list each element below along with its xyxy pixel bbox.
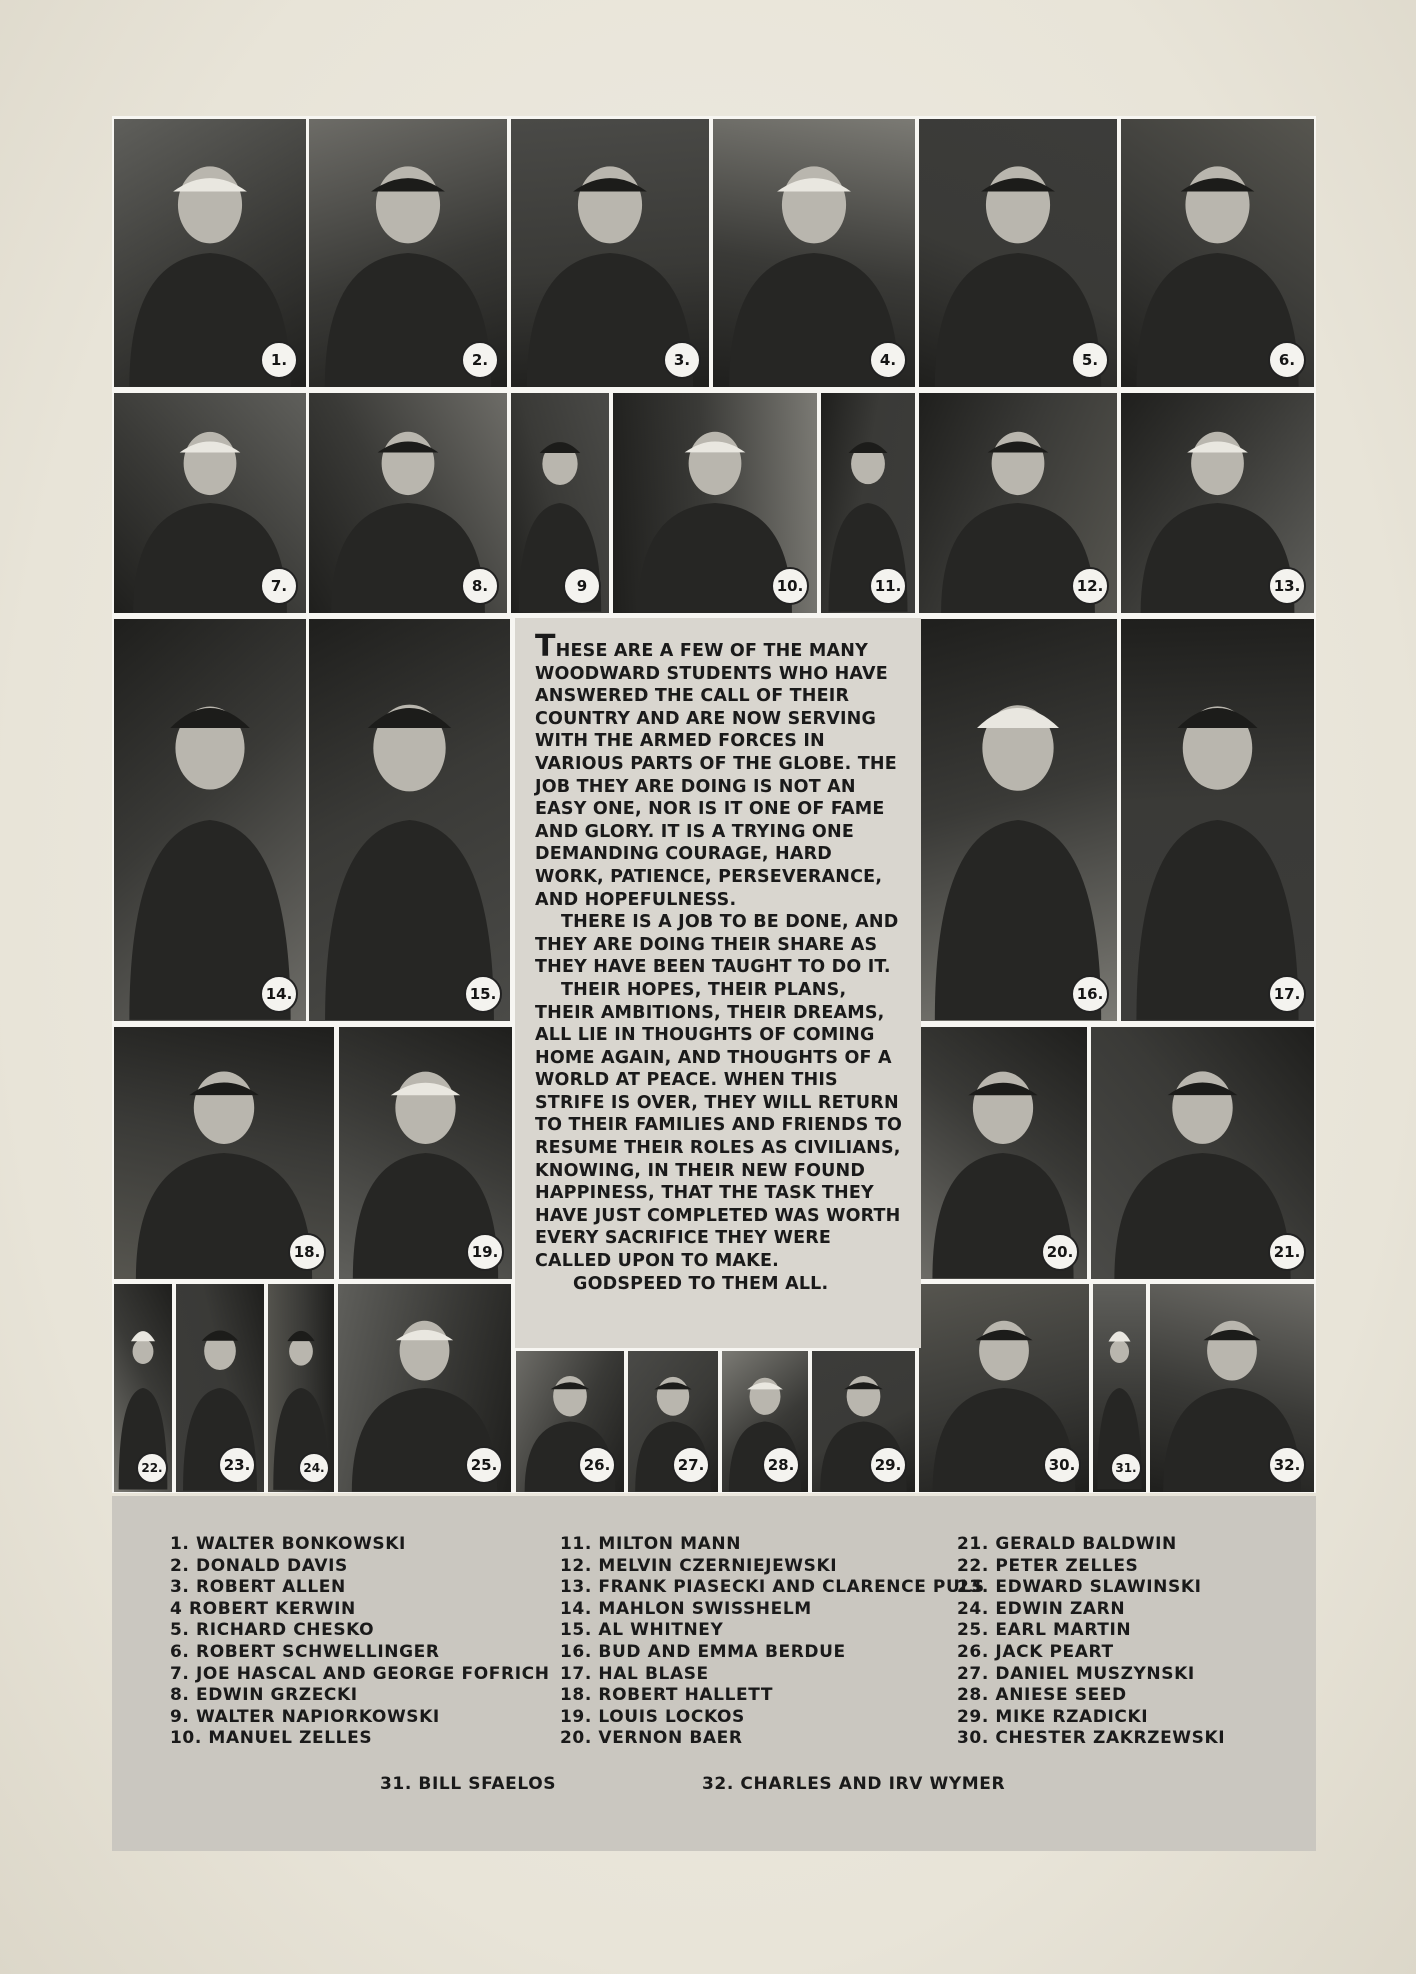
drop-cap: T bbox=[535, 629, 556, 664]
photo-31 bbox=[1092, 1283, 1147, 1493]
figure-silhouette bbox=[1121, 619, 1314, 1021]
photo-23 bbox=[175, 1283, 265, 1493]
photo-number-badge: 4. bbox=[869, 341, 907, 379]
photo-21 bbox=[1090, 1026, 1315, 1280]
legend-entry: 24. EDWIN ZARN bbox=[957, 1598, 1126, 1619]
photo-5 bbox=[918, 118, 1118, 388]
legend-entry: 26. JACK PEART bbox=[957, 1641, 1114, 1662]
names-legend bbox=[112, 1496, 1316, 1851]
legend-entry: 1. WALTER BONKOWSKI bbox=[170, 1534, 406, 1554]
legend-entry: 3. ROBERT ALLEN bbox=[170, 1577, 346, 1598]
legend-entry: 7. JOE HASCAL AND GEORGE FOFRICH bbox=[170, 1663, 550, 1684]
photo-9 bbox=[510, 392, 610, 614]
photo-number-badge: 14. bbox=[260, 975, 298, 1013]
legend-entry: 8. EDWIN GRZECKI bbox=[170, 1685, 358, 1706]
legend-entry: 29. MIKE RZADICKI bbox=[957, 1706, 1149, 1727]
photo-13 bbox=[1120, 392, 1315, 614]
photo-number-badge: 18. bbox=[288, 1233, 326, 1271]
tribute-paragraph-2: THERE IS A JOB TO BE DONE, AND THEY ARE DOING THEIR SHARE AS THEY HAVE BEEN TAUGHT TO DO IT. bbox=[535, 912, 899, 978]
tribute-paragraph-1 bbox=[535, 629, 907, 911]
photo-number-badge: 12. bbox=[1071, 567, 1109, 605]
legend-entry: 21. GERALD BALDWIN bbox=[957, 1534, 1177, 1554]
photo-number-badge: 32. bbox=[1268, 1446, 1306, 1484]
legend-entry: 11. MILTON MANN bbox=[560, 1534, 742, 1554]
photo-22 bbox=[113, 1283, 173, 1493]
legend-entry: 22. PETER ZELLES bbox=[957, 1555, 1139, 1576]
photo-18 bbox=[113, 1026, 335, 1280]
photo-25 bbox=[337, 1283, 512, 1493]
legend-entry: 2. DONALD DAVIS bbox=[170, 1555, 348, 1576]
photo-26 bbox=[515, 1350, 625, 1493]
photo-30 bbox=[918, 1283, 1090, 1493]
legend-entry-32: 32. CHARLES AND IRV WYMER bbox=[702, 1774, 1006, 1794]
legend-entry: 30. CHESTER ZAKRZEWSKI bbox=[957, 1728, 1226, 1749]
legend-entry: 27. DANIEL MUSZYNSKI bbox=[957, 1663, 1195, 1684]
photo-number-badge: 19. bbox=[466, 1233, 504, 1271]
tribute-paragraph-3: THEIR HOPES, THEIR PLANS, THEIR AMBITIONS, THEIR DREAMS, ALL LIE IN THOUGHTS OF COMING HOME AGAIN, AND THOUGHTS OF A WORLD AT PEACE. WHEN THIS STRIFE IS OVER, THEY WILL RETURN TO THEIR FAMILIES AND FRIENDS TO RESUME THEIR ROLES AS CIVILIANS, KNOWING, IN THEIR NEW FOUND HAPPINESS, THAT THE TASK THEY HAVE JUST COMPLETED WAS WORTH EVERY SACRIFICE THEY WERE CALLED UPON TO MAKE. bbox=[535, 979, 903, 1272]
legend-entry: 17. HAL BLASE bbox=[560, 1663, 709, 1684]
photo-number-badge: 23. bbox=[218, 1446, 256, 1484]
photo-number-badge: 13. bbox=[1268, 567, 1306, 605]
photo-20 bbox=[918, 1026, 1088, 1280]
photo-number-badge: 7. bbox=[260, 567, 298, 605]
photo-29 bbox=[811, 1350, 916, 1493]
photo-3 bbox=[510, 118, 710, 388]
tribute-paragraph-1-text: HESE ARE A FEW OF THE MANY WOODWARD STUDENTS WHO HAVE ANSWERED THE CALL OF THEIR COUNTRY AND ARE NOW SERVING WITH THE ARMED FORCES IN VARIOUS PARTS OF THE GLOBE. THE JOB THEY ARE DOING IS NOT AN EASY ONE, NOR IS IT ONE OF FAME AND GLORY. IT IS A TRYING ONE DEMANDING COURAGE, HARD WORK, PATIENCE, PERSEVERANCE, AND HOPEFULNESS. bbox=[535, 641, 897, 910]
figure-silhouette bbox=[919, 619, 1117, 1021]
photo-17 bbox=[1120, 618, 1315, 1022]
legend-column-3 bbox=[957, 1534, 1225, 1750]
photo-number-badge: 29. bbox=[869, 1446, 907, 1484]
photo-number-badge: 11. bbox=[869, 567, 907, 605]
legend-entry: 23. EDWARD SLAWINSKI bbox=[957, 1577, 1202, 1598]
photo-19 bbox=[338, 1026, 513, 1280]
legend-entry: 5. RICHARD CHESKO bbox=[170, 1620, 375, 1641]
photo-7 bbox=[113, 392, 307, 614]
figure-silhouette bbox=[114, 619, 306, 1021]
legend-column-1 bbox=[170, 1534, 550, 1750]
photo-number-badge: 21. bbox=[1268, 1233, 1306, 1271]
legend-entry: 15. AL WHITNEY bbox=[560, 1620, 724, 1641]
photo-32 bbox=[1149, 1283, 1315, 1493]
photo-number-badge: 27. bbox=[672, 1446, 710, 1484]
photo-24 bbox=[267, 1283, 335, 1493]
photo-28 bbox=[721, 1350, 809, 1493]
photo-number-badge: 25. bbox=[465, 1446, 503, 1484]
photo-number-badge: 8. bbox=[461, 567, 499, 605]
photo-number-badge: 2. bbox=[461, 341, 499, 379]
legend-entry: 25. EARL MARTIN bbox=[957, 1620, 1132, 1641]
photo-14 bbox=[113, 618, 307, 1022]
photo-number-badge: 22. bbox=[136, 1452, 168, 1484]
photo-1 bbox=[113, 118, 307, 388]
photo-number-badge: 28. bbox=[762, 1446, 800, 1484]
photo-12 bbox=[918, 392, 1118, 614]
photo-4 bbox=[712, 118, 916, 388]
legend-entry: 6. ROBERT SCHWELLINGER bbox=[170, 1641, 440, 1662]
photo-6 bbox=[1120, 118, 1315, 388]
photo-number-badge: 15. bbox=[464, 975, 502, 1013]
legend-entry: 28. ANIESE SEED bbox=[957, 1685, 1127, 1706]
photo-16 bbox=[918, 618, 1118, 1022]
photo-10 bbox=[612, 392, 818, 614]
photo-11 bbox=[820, 392, 916, 614]
legend-entry: 19. LOUIS LOCKOS bbox=[560, 1706, 745, 1727]
tribute-text-panel bbox=[515, 618, 921, 1348]
photo-number-badge: 6. bbox=[1268, 341, 1306, 379]
legend-entry-31: 31. BILL SFAELOS bbox=[380, 1774, 557, 1794]
photo-number-badge: 9 bbox=[563, 567, 601, 605]
legend-column-2 bbox=[560, 1534, 985, 1750]
figure-silhouette bbox=[309, 619, 510, 1021]
photo-number-badge: 30. bbox=[1043, 1446, 1081, 1484]
photo-8 bbox=[308, 392, 508, 614]
photo-number-badge: 26. bbox=[578, 1446, 616, 1484]
legend-entry: 4 ROBERT KERWIN bbox=[170, 1598, 356, 1619]
legend-entry: 18. ROBERT HALLETT bbox=[560, 1685, 774, 1706]
legend-entry: 20. VERNON BAER bbox=[560, 1728, 743, 1749]
photo-27 bbox=[627, 1350, 719, 1493]
photo-number-badge: 1. bbox=[260, 341, 298, 379]
legend-entry: 13. FRANK PIASECKI AND CLARENCE PULS bbox=[560, 1577, 985, 1598]
photo-2 bbox=[308, 118, 508, 388]
legend-entry: 12. MELVIN CZERNIEJEWSKI bbox=[560, 1555, 838, 1576]
legend-entry: 14. MAHLON SWISSHELM bbox=[560, 1598, 812, 1619]
legend-entry: 9. WALTER NAPIORKOWSKI bbox=[170, 1706, 440, 1727]
photo-number-badge: 24. bbox=[298, 1452, 330, 1484]
photo-number-badge: 5. bbox=[1071, 341, 1109, 379]
photo-number-badge: 3. bbox=[663, 341, 701, 379]
legend-entry: 10. MANUEL ZELLES bbox=[170, 1728, 373, 1749]
legend-entry: 16. BUD AND EMMA BERDUE bbox=[560, 1641, 846, 1662]
photo-number-badge: 10. bbox=[771, 567, 809, 605]
tribute-closing: GODSPEED TO THEM ALL. bbox=[573, 1273, 829, 1294]
photo-number-badge: 16. bbox=[1071, 975, 1109, 1013]
photo-number-badge: 31. bbox=[1110, 1452, 1142, 1484]
photo-number-badge: 17. bbox=[1268, 975, 1306, 1013]
photo-15 bbox=[308, 618, 511, 1022]
photo-number-badge: 20. bbox=[1041, 1233, 1079, 1271]
